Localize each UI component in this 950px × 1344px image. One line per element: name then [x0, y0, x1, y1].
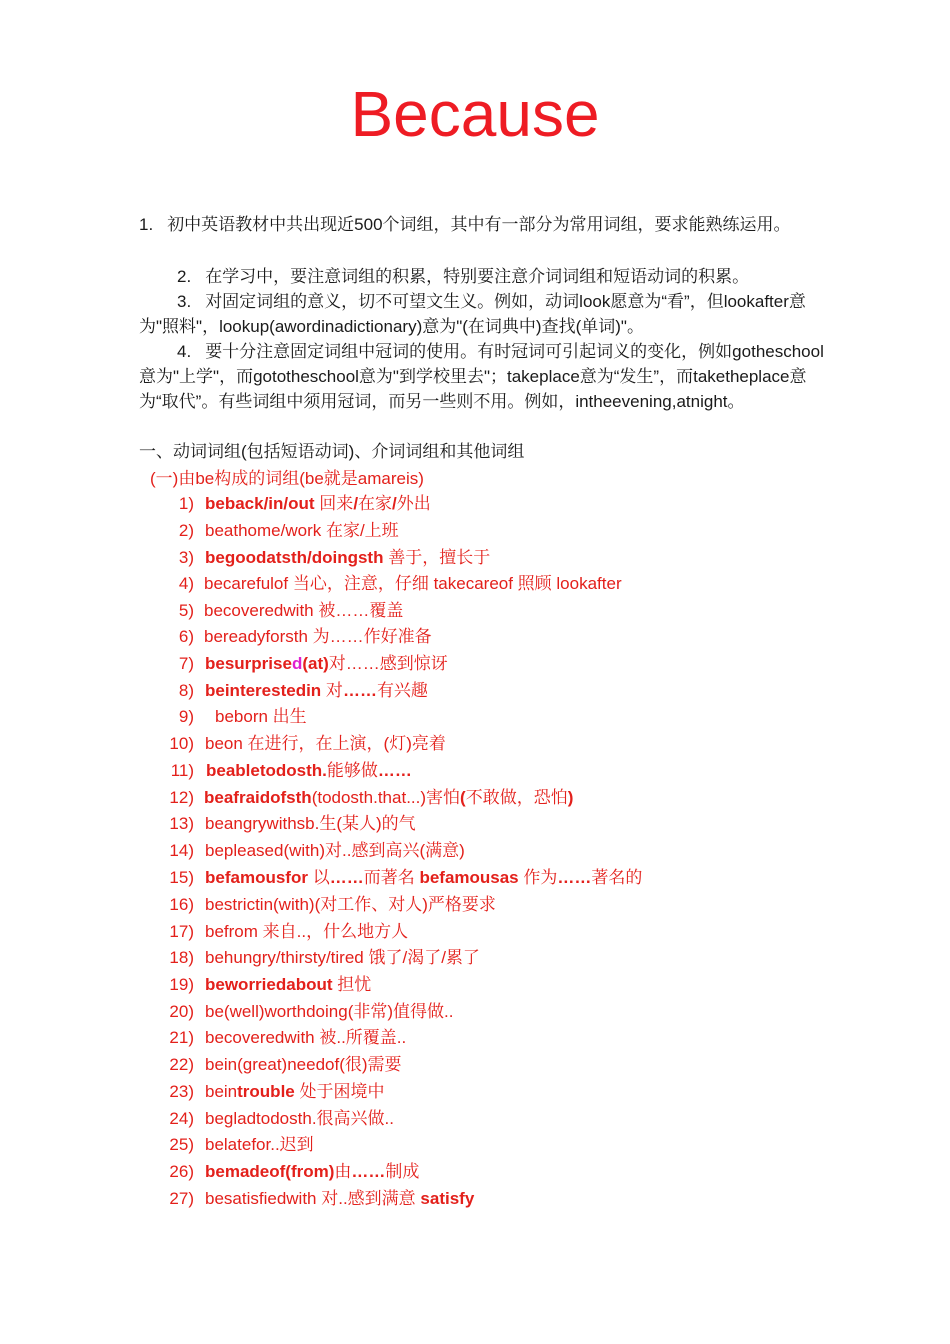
phrase: beworriedabout [205, 975, 333, 994]
phrase: bein [205, 1082, 238, 1101]
item-number: 5) [178, 601, 194, 620]
item-number: 6) [178, 627, 194, 646]
phrase: befamousas [419, 868, 519, 887]
item-text [204, 571, 622, 597]
item-text [204, 598, 403, 624]
item-number: 18) [169, 948, 194, 967]
item-text [204, 785, 573, 811]
phrase: beathome/work [205, 521, 322, 540]
phrase: bereadyforsth [204, 627, 308, 646]
paragraph-number: 1. [139, 215, 154, 234]
phrase: bestrictin(with) [205, 895, 315, 914]
item-number: 16) [169, 895, 194, 914]
item-number: 17) [169, 922, 194, 941]
meaning: 有兴趣 [376, 681, 428, 700]
item-number: 19) [169, 975, 194, 994]
phrase: beon [205, 734, 243, 753]
item-number: 12) [169, 788, 194, 807]
meaning: 在进行，在上演，(灯)亮着 [242, 734, 446, 753]
item-number: 14) [169, 841, 194, 860]
meaning: (对工作、对人)严格要求 [314, 895, 496, 914]
item-text [205, 651, 448, 677]
item-text [205, 999, 453, 1025]
item-text [205, 545, 490, 571]
item-text [205, 1052, 402, 1078]
document-title: Because [350, 78, 600, 150]
phrase: begladtodosth. [205, 1109, 317, 1128]
meaning: 回来 [314, 494, 354, 513]
meaning: 很高兴做.. [316, 1109, 394, 1128]
paragraph-text: 在学习中，要注意词组的积累，特别要注意介词词组和短语动词的积累。 [205, 267, 750, 286]
item-number: 10) [169, 734, 194, 753]
meaning: 对..感到高兴(满意) [325, 841, 465, 860]
item-number: 4) [178, 574, 194, 593]
item-text [205, 518, 399, 544]
meaning: 当心，注意，仔细 takecareof 照顾 lookafter [288, 574, 622, 593]
meaning: 以 [307, 868, 330, 887]
meaning: (很)需要 [339, 1055, 402, 1074]
paragraph-number: 3. [177, 292, 192, 311]
item-text [205, 678, 428, 704]
phrase: becoveredwith [205, 1028, 315, 1047]
separator: / [392, 494, 397, 513]
meaning: 饿了/渴了/累了 [363, 948, 480, 967]
phrase: becarefulof [204, 574, 289, 593]
item-text [205, 892, 496, 918]
item-text [205, 865, 642, 891]
item-text [205, 491, 431, 517]
intro-paragraph-1 [139, 212, 839, 237]
paragraph-text: 对固定词组的意义，切不可望文生义。例如，动词look愿意为“看”，但lookafter意为"照料"，lookup(awordinadictionary)意为"(在词典中)查找(单词)"。 [139, 292, 806, 336]
phrase-bold: trouble [237, 1082, 295, 1101]
item-text [204, 624, 432, 650]
meaning: 生(某人)的气 [319, 814, 416, 833]
paragraph-number: 2. [177, 267, 192, 286]
phrase: belatefor.. [205, 1135, 280, 1154]
item-text [205, 1106, 394, 1132]
item-number: 2) [178, 521, 194, 540]
item-number: 26) [169, 1162, 194, 1181]
item-text [205, 945, 480, 971]
item-number: 24) [169, 1109, 194, 1128]
phrase: befrom [205, 922, 258, 941]
bracket: ) [567, 788, 574, 807]
phrase: bein(great)needof [205, 1055, 340, 1074]
meaning: 迟到 [279, 1135, 314, 1154]
meaning: 作为 [518, 868, 558, 887]
item-number: 3) [178, 548, 194, 567]
meaning: 著名的 [591, 868, 643, 887]
meaning: 感到惊讶 [379, 654, 448, 673]
item-number: 22) [169, 1055, 194, 1074]
meaning: 外出 [396, 494, 431, 513]
item-number: 13) [169, 814, 194, 833]
meaning: 制成 [385, 1162, 420, 1181]
phrase-suffix: (at) [302, 654, 329, 673]
meaning: 来自..，什么地方人 [257, 922, 409, 941]
intro-paragraph-3 [139, 289, 839, 339]
item-number: 11) [170, 761, 194, 780]
ellipsis: …… [557, 868, 592, 887]
item-text [205, 972, 371, 998]
meaning: 能够做 [326, 761, 378, 780]
paragraph-number: 4. [177, 342, 192, 361]
item-text [205, 1186, 474, 1212]
item-text [205, 1159, 419, 1185]
phrase: beabletodosth. [206, 761, 327, 780]
item-text [206, 758, 412, 784]
meaning: 在家 [358, 494, 393, 513]
meaning: (todosth.that...)害怕 [311, 788, 461, 807]
phrase: be(well)worthdoing [205, 1002, 348, 1021]
phrase: behungry/thirsty/tired [205, 948, 364, 967]
item-number: 23) [169, 1082, 194, 1101]
ellipsis: …… [329, 868, 364, 887]
item-text [205, 1025, 406, 1051]
item-text [205, 838, 465, 864]
meaning: (非常)值得做.. [347, 1002, 454, 1021]
intro-paragraph-4 [139, 339, 839, 414]
highlight-letter: d [291, 654, 303, 673]
item-number: 1) [178, 494, 194, 513]
phrase: satisfy [420, 1189, 475, 1208]
phrase: beborn [215, 707, 268, 726]
phrase: befamousfor [205, 868, 308, 887]
item-text [205, 1132, 314, 1158]
meaning: 对..感到满意 [316, 1189, 421, 1208]
meaning: 担忧 [332, 975, 372, 994]
meaning: 处于困境中 [294, 1082, 385, 1101]
item-number: 27) [169, 1189, 194, 1208]
phrase: besurprise [205, 654, 292, 673]
meaning: 不敢做，恐怕 [465, 788, 568, 807]
phrase: beafraidofsth [204, 788, 312, 807]
meaning: 由 [334, 1162, 352, 1181]
ellipsis: …… [342, 681, 377, 700]
phrase: besatisfiedwith [205, 1189, 317, 1208]
meaning: 对 [321, 681, 343, 700]
paragraph-text: 初中英语教材中共出现近500个词组，其中有一部分为常用词组，要求能熟练运用。 [167, 215, 791, 234]
ellipsis: …… [351, 1162, 386, 1181]
ellipsis: …… [377, 761, 412, 780]
intro-paragraph-2 [139, 264, 839, 289]
phrase: beback/in/out [205, 494, 315, 513]
item-number: 8) [178, 681, 194, 700]
item-text [205, 811, 416, 837]
section-heading: 一、动词词组(包括短语动词)、介词词组和其他词组 [139, 442, 525, 461]
phrase: bemadeof(from) [205, 1162, 335, 1181]
separator: / [353, 494, 359, 513]
meaning: 出生 [267, 707, 307, 726]
meaning: 被..所覆盖.. [314, 1028, 407, 1047]
item-text [205, 919, 408, 945]
item-number: 25) [169, 1135, 194, 1154]
item-text [205, 731, 446, 757]
item-number: 9) [178, 707, 194, 726]
meaning: 善于，擅长于 [383, 548, 491, 567]
phrase: beinterestedin [205, 681, 322, 700]
bracket: ( [460, 788, 466, 807]
item-text [215, 704, 307, 730]
meaning: 为……作好准备 [307, 627, 432, 646]
meaning: 在家/上班 [321, 521, 399, 540]
item-number: 20) [169, 1002, 194, 1021]
phrase: bepleased(with) [205, 841, 326, 860]
item-number: 7) [178, 654, 194, 673]
phrase: becoveredwith [204, 601, 314, 620]
meaning: 而著名 [363, 868, 420, 887]
phrase: beangrywithsb. [205, 814, 320, 833]
phrase: begoodatsth/doingsth [205, 548, 384, 567]
meaning: 对…… [328, 654, 380, 673]
item-number: 15) [169, 868, 194, 887]
paragraph-text: 要十分注意固定词组中冠词的使用。有时冠词可引起词义的变化，例如gotheschool意为"上学"，而gototheschool意为"到学校里去"；takeplace意为“发生”，而taketheplace意为“取代”。有些词组中须用冠词，而另一些则不用。例如，intheevening,atnight。 [139, 342, 824, 411]
item-text [205, 1079, 384, 1105]
subsection-heading: (一)由be构成的词组(be就是amareis) [150, 469, 424, 488]
item-number: 21) [169, 1028, 194, 1047]
meaning: 被……覆盖 [313, 601, 404, 620]
